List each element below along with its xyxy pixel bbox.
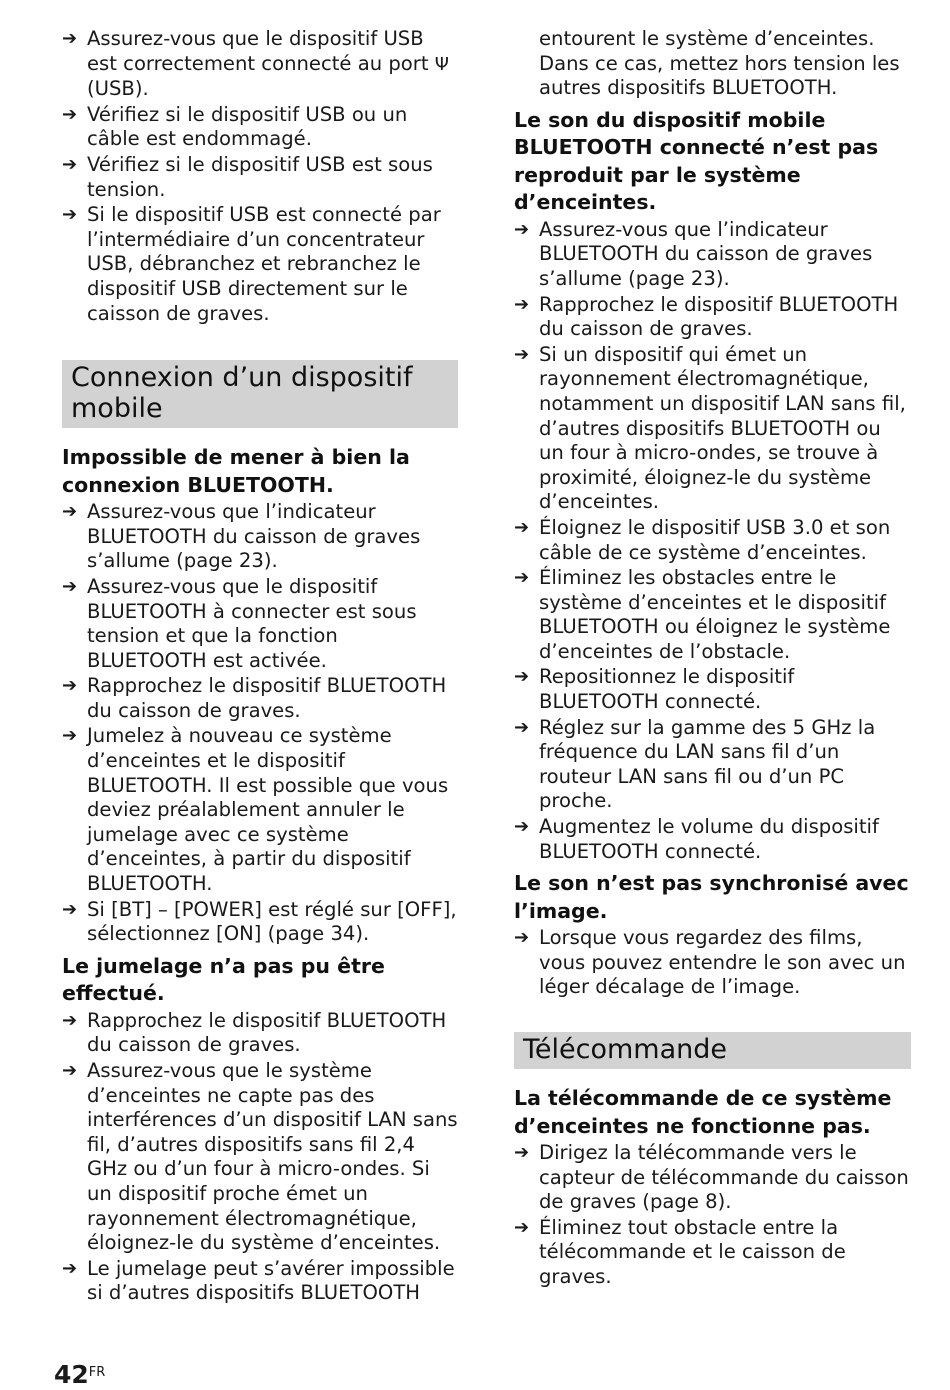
arrow-icon: ➔ xyxy=(514,716,530,738)
arrow-icon: ➔ xyxy=(514,1142,530,1163)
question-heading: Le son du dispositif mobile BLUETOOTH connecté n’est pas reproduit par le système d’enceintes. xyxy=(514,107,879,215)
arrow-icon: ➔ xyxy=(62,898,78,920)
list-item: ➔ Vérifiez si le dispositif USB est sous tension. xyxy=(62,152,433,201)
arrow-icon: ➔ xyxy=(514,1216,530,1238)
list-item: ➔ Assurez-vous que l’indicateur BLUETOOTH du caisson de graves s’allume (page 23). xyxy=(62,500,421,573)
sync-bullet-list xyxy=(514,926,911,1000)
arrow-icon: ➔ xyxy=(514,293,530,315)
arrow-icon: ➔ xyxy=(62,675,78,697)
section-title-mobile: Connexion d’un dispositif mobile xyxy=(62,360,458,428)
page-language-suffix: FR xyxy=(88,1365,106,1380)
question-heading: Le son n’est pas synchronisé avec l’image. xyxy=(514,871,909,923)
list-item: ➔ Assurez-vous que le dispositif USB est correctement connecté au port Ψ (USB). xyxy=(62,27,449,101)
list-item: ➔ Le jumelage peut s’avérer impossible si d’autres dispositifs BLUETOOTH xyxy=(62,1256,455,1305)
audio-bullet-list xyxy=(514,218,911,864)
list-item: ➔ Assurez-vous que l’indicateur BLUETOOTH du caisson de graves s’allume (page 23). xyxy=(514,217,873,290)
right-column xyxy=(514,27,911,1291)
list-item: ➔ Lorsque vous regardez des films, vous pouvez entendre le son avec un léger décalage de l’image. xyxy=(514,926,906,999)
continued-text: entourent le système d’enceintes. Dans ce cas, mettez hors tension les autres dispositifs BLUETOOTH. xyxy=(539,27,900,100)
usb-bullet-list xyxy=(62,27,458,326)
list-item: ➔ Réglez sur la gamme des 5 GHz la fréquence du LAN sans fil d’un routeur LAN sans fil ou d’un PC proche. xyxy=(514,715,876,813)
arrow-icon: ➔ xyxy=(514,567,530,589)
arrow-icon: ➔ xyxy=(62,501,78,523)
arrow-icon: ➔ xyxy=(62,153,78,175)
question-heading: Le jumelage n’a pas pu être effectué. xyxy=(62,953,385,1006)
arrow-icon: ➔ xyxy=(62,575,78,597)
list-item: ➔ Jumelez à nouveau ce système d’enceintes et le dispositif BLUETOOTH. Il est possible que vous deviez préalablement annuler le jumelage avec ce système d’enceintes, à partir du dispositif BLUETOOTH. xyxy=(62,724,449,896)
list-item: ➔ Si [BT] – [POWER] est réglé sur [OFF], sélectionnez [ON] (page 34). xyxy=(62,897,457,946)
list-item: ➔ Rapprochez le dispositif BLUETOOTH du caisson de graves. xyxy=(62,1008,447,1057)
list-item: ➔ Éloignez le dispositif USB 3.0 et son câble de ce système d’enceintes. xyxy=(514,515,891,564)
page-number: $42^{FR}$ xyxy=(54,1360,106,1389)
arrow-icon: ➔ xyxy=(514,927,530,949)
list-item: ➔ Vérifiez si le dispositif USB ou un câble est endommagé. xyxy=(62,102,408,151)
arrow-icon: ➔ xyxy=(62,28,78,49)
left-column xyxy=(62,27,458,1307)
list-item: ➔ Rapprochez le dispositif BLUETOOTH du caisson de graves. xyxy=(514,292,899,341)
arrow-icon: ➔ xyxy=(62,103,78,125)
list-item: ➔ Éliminez tout obstacle entre la télécommande et le caisson de graves. xyxy=(514,1215,846,1288)
section-title-remote: Télécommande xyxy=(514,1032,911,1069)
arrow-icon: ➔ xyxy=(62,1009,78,1031)
question-heading: Impossible de mener à bien la connexion BLUETOOTH. xyxy=(62,445,410,497)
arrow-icon: ➔ xyxy=(62,1257,78,1279)
list-item: ➔ Augmentez le volume du dispositif BLUETOOTH connecté. xyxy=(514,815,879,863)
arrow-icon: ➔ xyxy=(62,1060,78,1081)
list-item: ➔ Repositionnez le dispositif BLUETOOTH connecté. xyxy=(514,665,795,714)
list-item: ➔ Assurez-vous que le dispositif BLUETOOTH à connecter est sous tension et que la fonction BLUETOOTH est activée. xyxy=(62,574,417,672)
list-item: ➔ Dirigez la télécommande vers le capteur de télécommande du caisson de graves (page 8). xyxy=(514,1141,909,1214)
usb-icon: Ψ xyxy=(434,53,449,75)
arrow-icon: ➔ xyxy=(514,516,530,538)
remote-bullet-list xyxy=(514,1141,911,1290)
list-item: ➔ Rapprochez le dispositif BLUETOOTH du caisson de graves. xyxy=(62,674,447,722)
pairing-bullet-list xyxy=(62,1009,458,1306)
arrow-icon: ➔ xyxy=(514,218,530,240)
arrow-icon: ➔ xyxy=(514,816,530,838)
bluetooth-bullet-list xyxy=(62,500,458,947)
list-item: ➔ Si le dispositif USB est connecté par l’intermédiaire d’un concentrateur USB, débranchez et rebranchez le dispositif USB directement sur le caisson de graves. xyxy=(62,203,441,325)
list-item: ➔ Éliminez les obstacles entre le système d’enceintes et le dispositif BLUETOOTH ou éloignez le système d’enceintes de l’obstacle. xyxy=(514,566,891,663)
arrow-icon: ➔ xyxy=(62,725,78,747)
arrow-icon: ➔ xyxy=(62,204,78,226)
arrow-icon: ➔ xyxy=(514,343,530,365)
list-item: ➔ Assurez-vous que le système d’enceintes ne capte pas des interférences d’un dispositif LAN sans fil, d’autres dispositifs sans fil 2,4 GHz ou d’un four à micro-ondes. Si un dispositif proche émet un rayonnement électromagnétique, éloignez-le du système d’enceintes. xyxy=(62,1059,458,1255)
arrow-icon: ➔ xyxy=(514,666,530,688)
list-item: ➔ Si un dispositif qui émet un rayonnement électromagnétique, notamment un dispositif LAN sans fil, d’autres dispositifs BLUETOOTH ou un four à micro-ondes, se trouve à proximité, éloignez-le du système d’enceintes. xyxy=(514,342,906,514)
question-heading: La télécommande de ce système d’enceintes ne fonctionne pas. xyxy=(514,1086,892,1138)
